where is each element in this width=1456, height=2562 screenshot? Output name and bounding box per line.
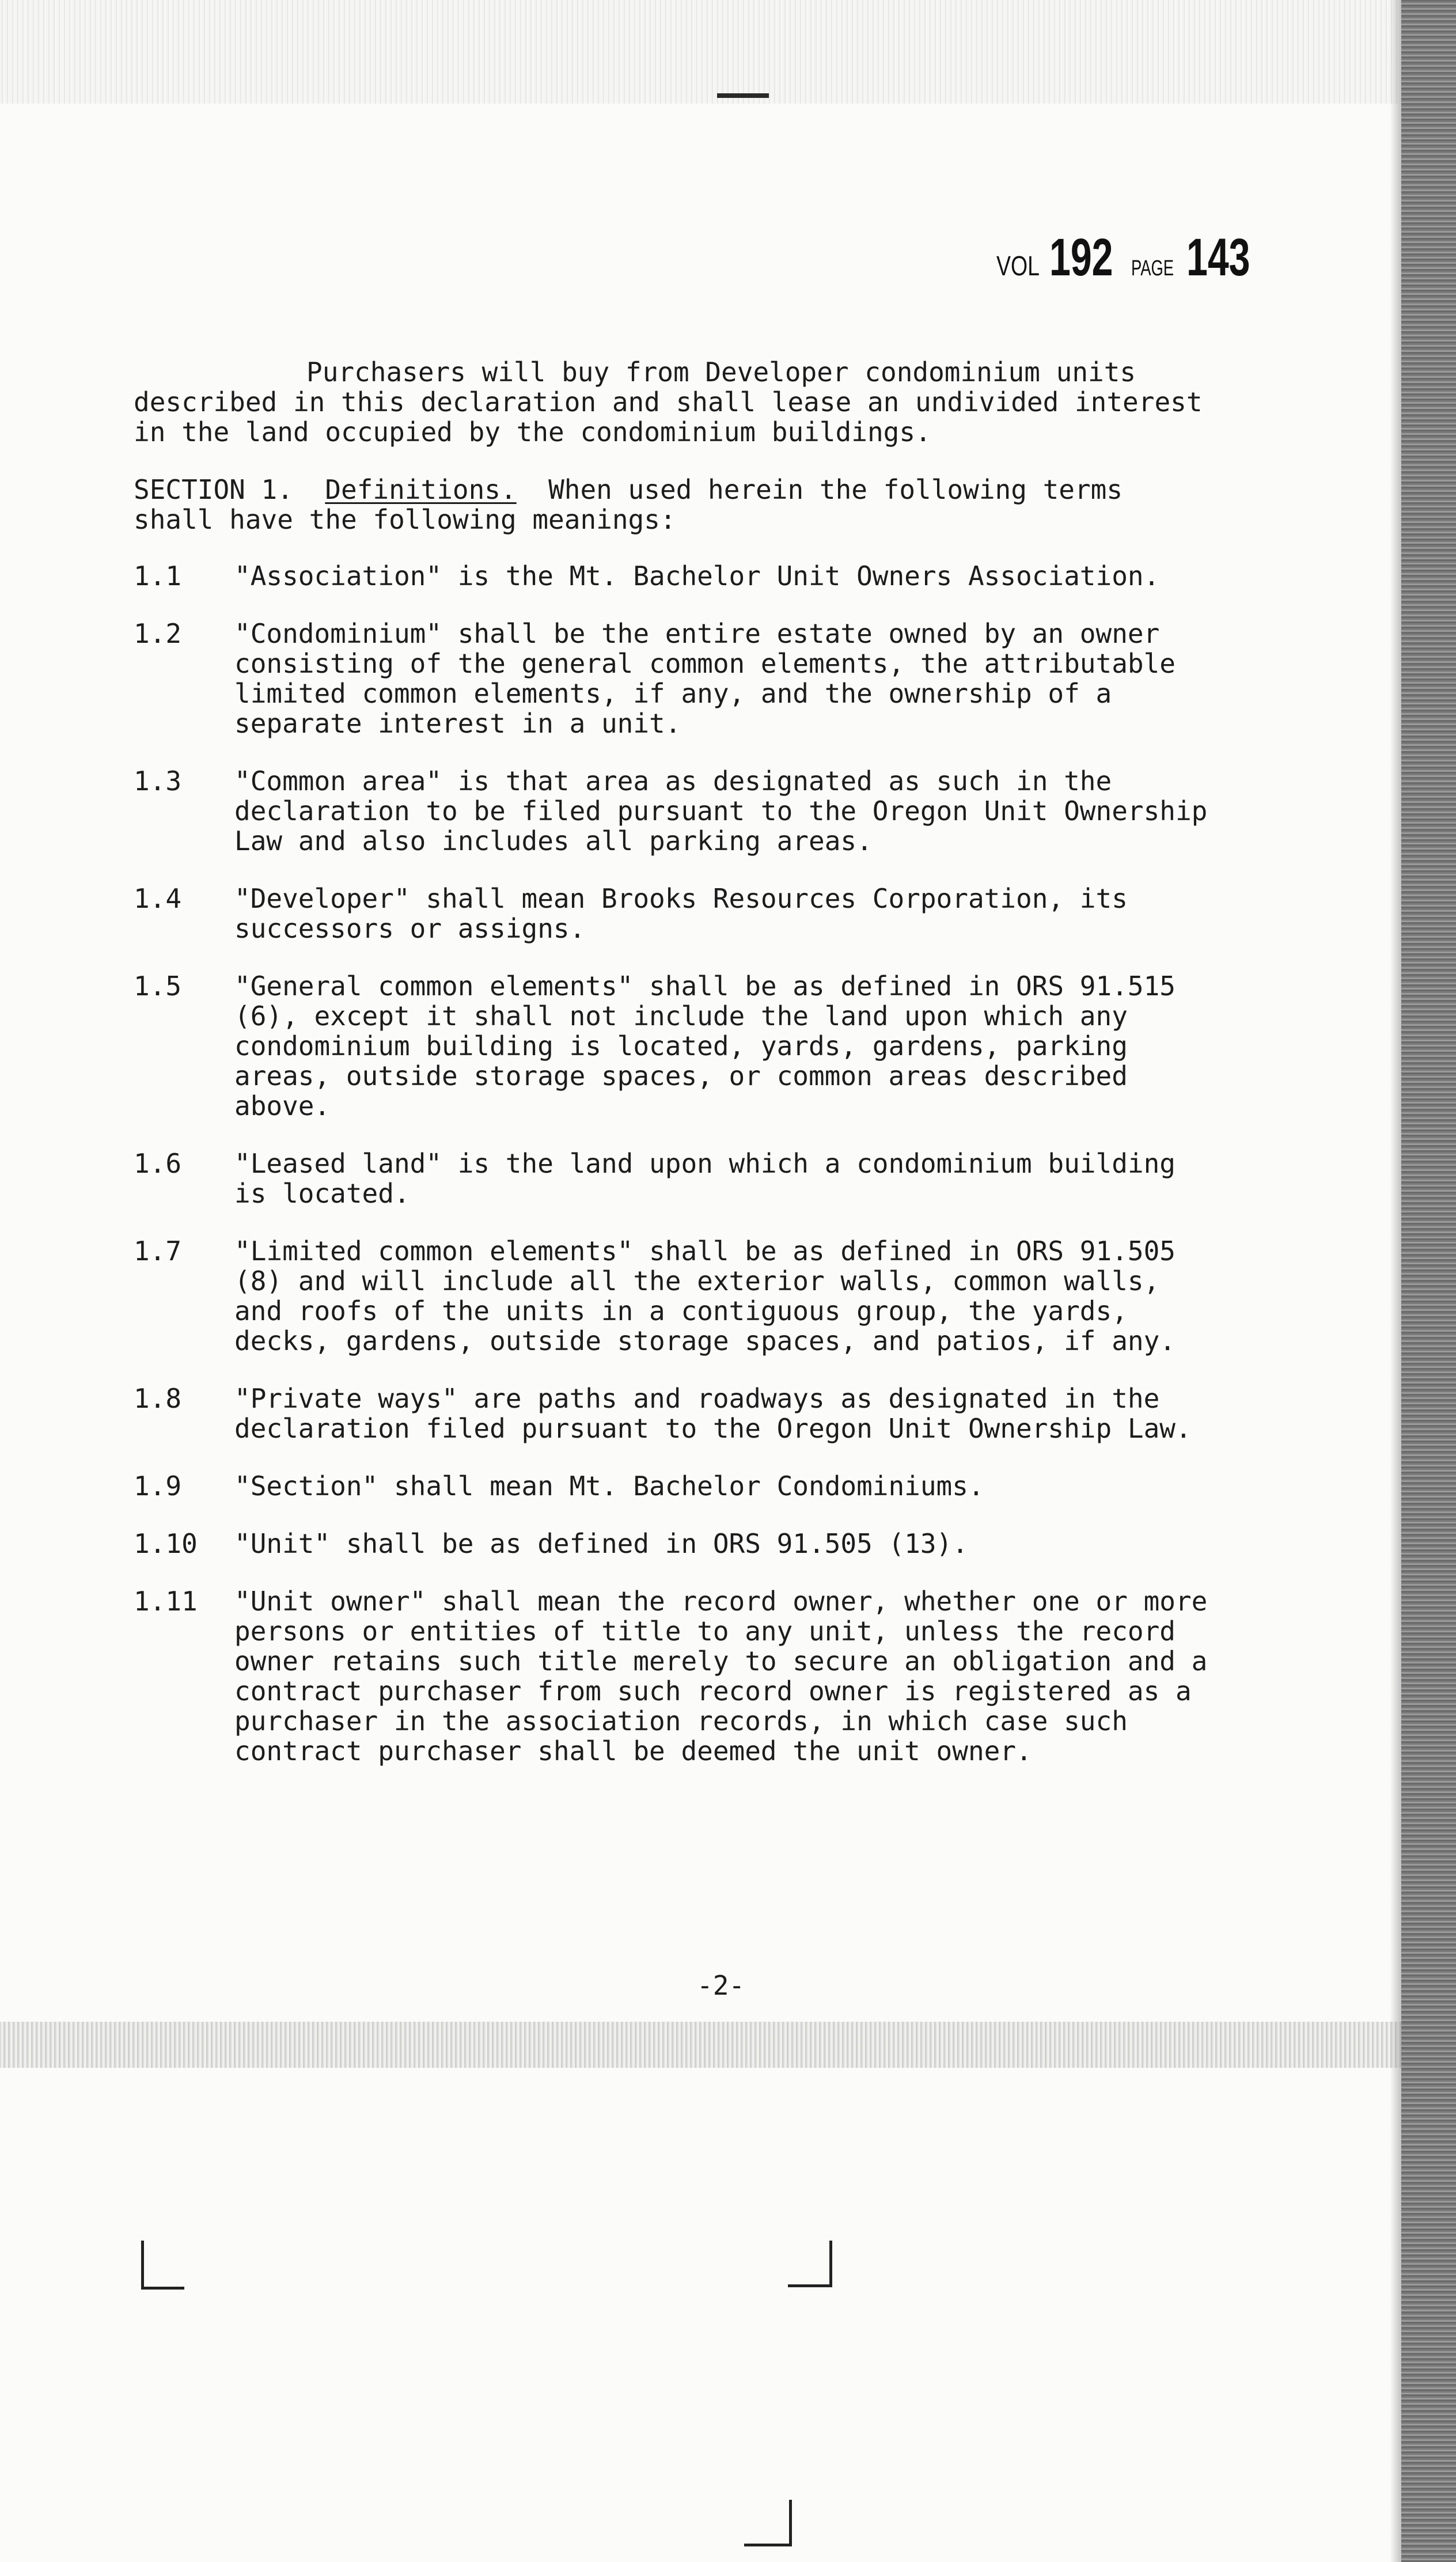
definition-number: 1.10 xyxy=(134,1528,198,1559)
definition-text: "Common area" is that area as designated as such in the declaration to be filed pursuant to the Oregon Unit Ownership Law and also includes all parking areas. xyxy=(234,765,1208,856)
definition-text: "General common elements" shall be as defined in ORS 91.515 (6), except it shall not include the land upon which any condominium building is located, yards, gardens, parking areas, outside storage spaces, or common areas described above. xyxy=(234,971,1176,1121)
scan-noise-top xyxy=(0,0,1456,104)
section-heading xyxy=(134,475,1309,535)
definition-item xyxy=(134,1471,1309,1501)
definition-text: "Section" shall mean Mt. Bachelor Condominiums. xyxy=(234,1471,984,1502)
scan-noise-middle xyxy=(0,2022,1456,2068)
definition-text: "Unit" shall be as defined in ORS 91.505 (13). xyxy=(234,1528,968,1559)
definition-item xyxy=(134,1384,1309,1443)
top-mark xyxy=(717,93,769,98)
definition-number: 1.8 xyxy=(134,1383,182,1414)
section-title: Definitions. xyxy=(325,474,517,505)
document-body xyxy=(134,357,1309,1794)
definition-item xyxy=(134,1529,1309,1559)
definition-item xyxy=(134,561,1309,591)
page-label: PAGE xyxy=(1131,256,1174,281)
definition-item xyxy=(134,619,1309,738)
definition-text: "Developer" shall mean Brooks Resources Corporation, its successors or assigns. xyxy=(234,883,1128,944)
crop-mark-right xyxy=(788,2241,832,2287)
definition-number: 1.1 xyxy=(134,560,182,592)
scan-edge-shadow xyxy=(1390,0,1401,2562)
definition-number: 1.7 xyxy=(134,1235,182,1267)
definition-item xyxy=(134,1149,1309,1208)
volume-page-stamp xyxy=(996,228,1275,291)
definition-text: "Condominium" shall be the entire estate owned by an owner consisting of the general common elements, the attributable limited common elements, if any, and the ownership of a separate interest in a unit. xyxy=(234,618,1176,739)
definition-number: 1.11 xyxy=(134,1586,198,1617)
definition-item xyxy=(134,1586,1309,1766)
vol-label: VOL xyxy=(996,251,1040,282)
crop-mark-left xyxy=(141,2241,184,2290)
section-label: SECTION 1. xyxy=(134,474,293,505)
definition-item xyxy=(134,766,1309,856)
definition-text: "Private ways" are paths and roadways as designated in the declaration filed pursuant to the Oregon Unit Ownership Law. xyxy=(234,1383,1192,1444)
definition-text: "Unit owner" shall mean the record owner, whether one or more persons or entities of title to any unit, unless the record owner retains such title merely to secure an obligation and a contract purchaser from such record owner is registered as a purchaser in the association records, in which case such contract purchaser shall be deemed the unit owner. xyxy=(234,1586,1208,1767)
definition-text: "Association" is the Mt. Bachelor Unit Owners Association. xyxy=(234,560,1160,592)
definition-item xyxy=(134,884,1309,943)
section-text: When used herein the following terms shall have the following meanings: xyxy=(134,474,1123,535)
definition-number: 1.3 xyxy=(134,765,182,797)
definition-number: 1.9 xyxy=(134,1471,182,1502)
definitions-list xyxy=(134,561,1309,1766)
definition-text: "Limited common elements" shall be as defined in ORS 91.505 (8) and will include all the exterior walls, common walls, and roofs of the units in a contiguous group, the yards, decks, gardens, outside storage spaces, and patios, if any. xyxy=(234,1235,1176,1356)
page-footer-number: -2- xyxy=(697,1970,745,2001)
definition-number: 1.2 xyxy=(134,618,182,649)
crop-mark-bottom xyxy=(744,2500,792,2546)
page-number: 143 xyxy=(1186,228,1250,287)
definition-text: "Leased land" is the land upon which a condominium building is located. xyxy=(234,1148,1176,1209)
scan-edge-right xyxy=(1401,0,1456,2562)
definition-number: 1.4 xyxy=(134,883,182,914)
vol-number: 192 xyxy=(1049,228,1113,287)
intro-paragraph: Purchasers will buy from Developer condominium units described in this declaration and shall lease an undivided interest in the land occupied by the condominium buildings. xyxy=(134,357,1203,448)
definition-number: 1.6 xyxy=(134,1148,182,1179)
definition-item xyxy=(134,1236,1309,1356)
definition-number: 1.5 xyxy=(134,971,182,1002)
definition-item xyxy=(134,971,1309,1121)
